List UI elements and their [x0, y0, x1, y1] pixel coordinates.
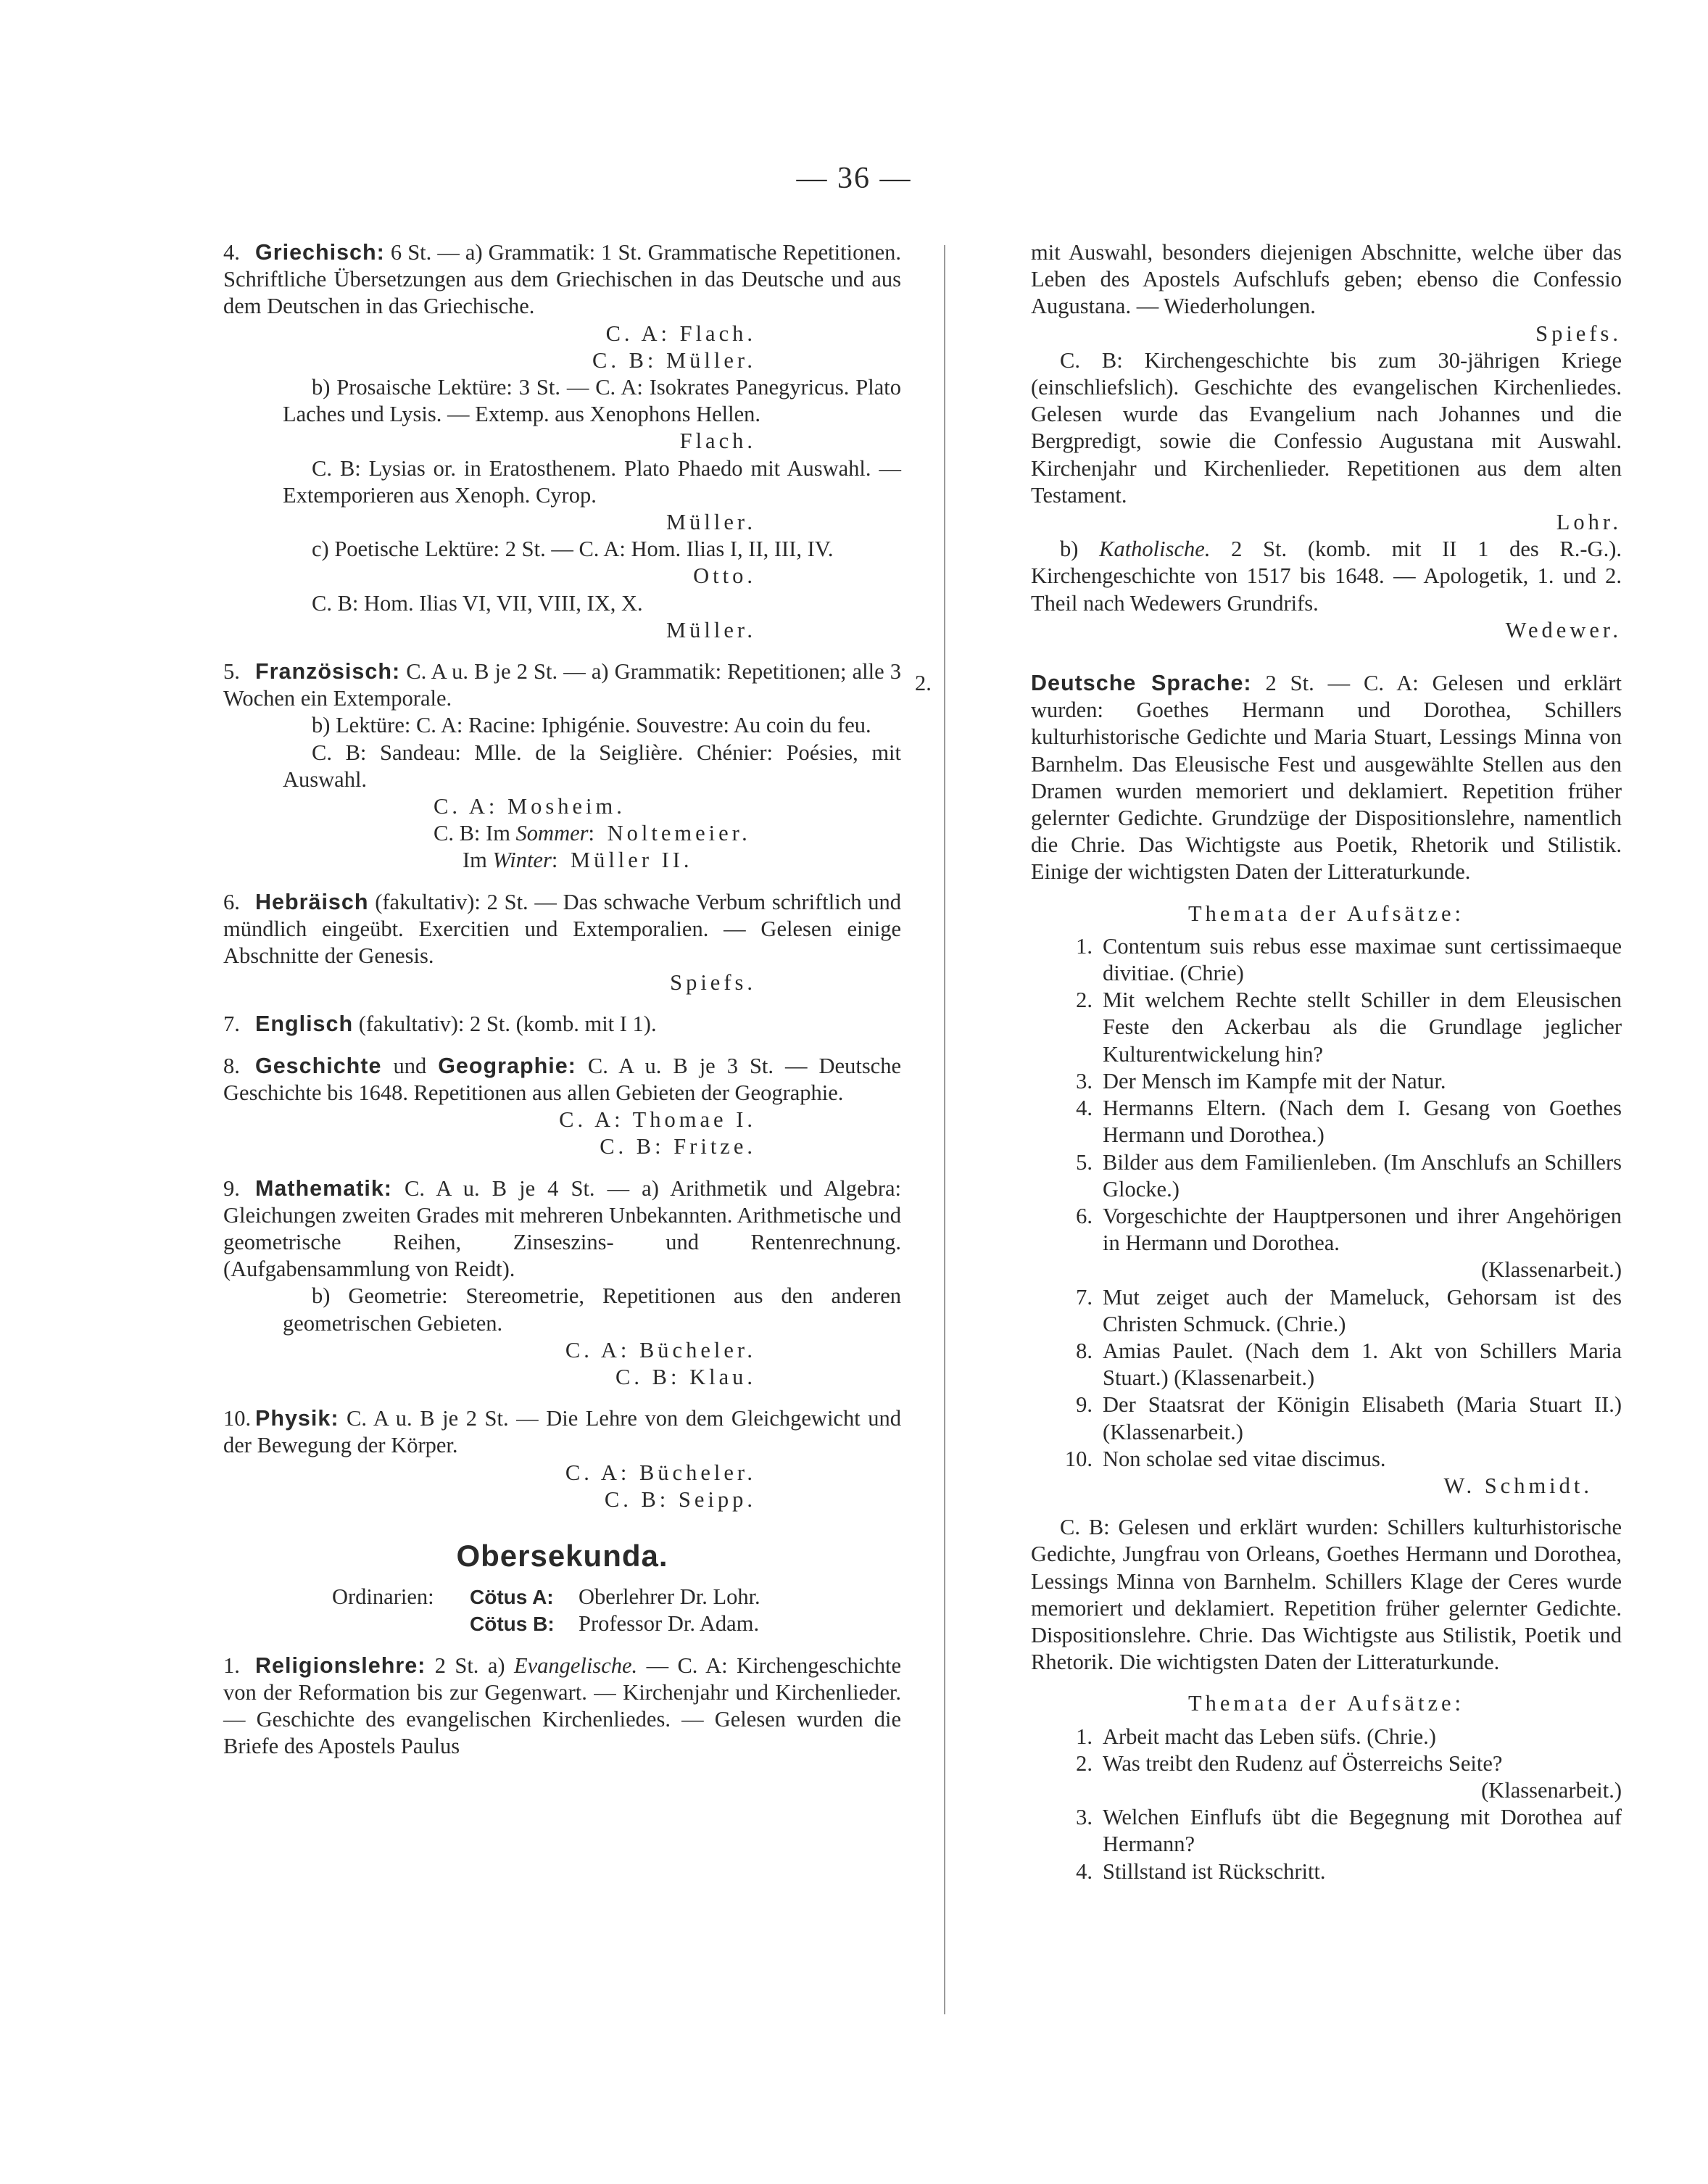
deutsch-para: 2. Deutsche Sprache: 2 St. — C. A: Gelesen und erklärt wurden: Goethes Hermann und Dorothea, Schillers kulturhistorische Gedichte und Maria Stuart, Lessings Minna von Barnhelm. Das Eleusische Fest und ausgewählte Stellen aus den Dramen wurden memoriert und deklamiert. Repetition früher gelernter Gedichte. Grundzüge der Dispositionslehre, namentlich die Chrie. Das Wichtigste aus Poetik, Rhetorik und Stilistik. Einige der wichtigsten Daten der Litteraturkunde.: [915, 671, 1622, 885]
themata-text: (Klassenarbeit.): [1481, 1777, 1622, 1803]
left-column: [223, 239, 901, 1760]
themata-text: Was treibt den Rudenz auf Österreichs Seite?: [1103, 1750, 1503, 1776]
themata-number: 2.: [1076, 1750, 1093, 1776]
para: C. B: Hom. Ilias VI, VII, VIII, IX, X.: [312, 590, 643, 616]
heading-franz: Französisch:: [255, 659, 401, 684]
themata-text: (Klassenarbeit.): [1481, 1257, 1622, 1283]
sig: W. Schmidt.: [1443, 1473, 1593, 1498]
themata-heading: Themata der Aufsätze:: [1187, 1691, 1465, 1716]
engl-para: 7. Englisch (fakultativ): 2 St. (komb. mit I 1).: [223, 1012, 657, 1037]
themata-number: 3.: [1076, 1068, 1093, 1093]
themata-number: 4.: [1076, 1858, 1093, 1884]
para: C. B: Lysias or. in Eratosthenem. Plato Phaedo mit Auswahl. — Extemporieren aus Xenoph. Cyrop.: [283, 455, 901, 508]
para: b) Prosaische Lektüre: 3 St. — C. A: Isokrates Panegyricus. Plato Laches und Lysis. — Extemp. aus Xenophons Hellen.: [283, 375, 901, 427]
themata-number: 8.: [1076, 1338, 1093, 1363]
themata-text: Mit welchem Rechte stellt Schiller in dem Eleusischen Feste den Ackerbau als die Grundlage jeglicher Kulturentwickelung hin?: [1103, 988, 1622, 1067]
themata-number: 3.: [1076, 1805, 1093, 1830]
themata-number: 9.: [1076, 1392, 1093, 1418]
franz-para: 5. Französisch: C. A u. B je 2 St. — a) Grammatik: Repetitionen; alle 3 Wochen ein Extemporale.: [223, 659, 901, 711]
sig: C. B: Klau.: [615, 1364, 756, 1389]
para: c) Poetische Lektüre: 2 St. — C. A: Hom. Ilias I, II, III, IV.: [312, 537, 834, 562]
themata-number: [1031, 1777, 1103, 1804]
themata-item: [1031, 933, 1622, 987]
themata-item: [1031, 1338, 1622, 1391]
para: C. B: Kirchengeschichte bis zum 30-jährigen Kriege (einschliefslich). Geschichte des evangelischen Kirchenliedes. Gelesen wurde das Evangelium nach Johannes und die Bergpredigt, sowie die Confessio Augustana mit Auswahl. Kirchenjahr und Kirchenlieder. Repetitionen aus dem alten Testament.: [1031, 347, 1622, 508]
themata-text: Non scholae sed vitae discimus.: [1103, 1446, 1386, 1471]
sig: C. B: Fritze.: [600, 1134, 756, 1159]
para: b) Lektüre: C. A: Racine: Iphigénie. Souvestre: Au coin du feu.: [312, 713, 871, 738]
themata-list-b: [1031, 1724, 1622, 1885]
sig: C. B: Seipp.: [604, 1486, 756, 1512]
themata-text: Der Staatsrat der Königin Elisabeth (Maria Stuart II.) (Klassenarbeit.): [1103, 1392, 1622, 1444]
sig: Müller.: [666, 617, 756, 642]
heading-griechisch: Griechisch:: [255, 240, 385, 265]
hebr-para: 6. Hebräisch (fakultativ): 2 St. — Das schwache Verbum schriftlich und mündlich eingeübt. Exercitien und Extemporalien. — Gelesen einige Abschnitte der Genesis.: [223, 889, 901, 969]
sig: Otto.: [693, 563, 756, 589]
themata-item: [1031, 1777, 1622, 1804]
themata-number: [1031, 1257, 1103, 1283]
themata-number: 4.: [1076, 1096, 1093, 1121]
heading-hebr: Hebräisch: [255, 889, 369, 914]
themata-item: [1031, 1068, 1622, 1095]
themata-text: Hermanns Eltern. (Nach dem I. Gesang von Goethes Hermann und Dorothea.): [1103, 1096, 1622, 1148]
sig: C. A: Bücheler.: [565, 1337, 756, 1362]
themata-item: [1031, 1284, 1622, 1338]
themata-item: [1031, 1203, 1622, 1257]
sig: Spiefs.: [1535, 320, 1622, 346]
themata-item: [1031, 1446, 1622, 1473]
themata-item: [1031, 987, 1622, 1068]
themata-item: [1031, 1391, 1622, 1445]
sig: C. A: Mosheim.: [434, 794, 626, 819]
themata-item: [1031, 1257, 1622, 1283]
section-title-obersekunda: Obersekunda.: [456, 1538, 668, 1573]
para: b) Katholische. 2 St. (komb. mit II 1 des R.-G.). Kirchengeschichte von 1517 bis 1648. — Apologetik, 1. und 2. Theil nach Wedewers Grundrifs.: [1031, 537, 1622, 616]
heading-deutsch: Deutsche Sprache:: [1031, 671, 1252, 696]
themata-list-a: [1031, 933, 1622, 1473]
themata-text: Welchen Einflufs übt die Begegnung mit Dorothea auf Hermann?: [1103, 1805, 1622, 1857]
themata-number: 7.: [1076, 1284, 1093, 1310]
para: C. B: Sandeau: Mlle. de la Seiglière. Chénier: Poésies, mit Auswahl.: [283, 740, 901, 792]
themata-number: 10.: [1064, 1446, 1093, 1471]
themata-number: 6.: [1076, 1203, 1093, 1228]
themata-text: Contentum suis rebus esse maximae sunt certissimaeque divitiae. (Chrie): [1103, 933, 1622, 986]
column-divider: [944, 245, 945, 2014]
themata-text: Arbeit macht das Leben süfs. (Chrie.): [1103, 1724, 1436, 1749]
sig: Wedewer.: [1505, 617, 1622, 642]
gesch-para: 8. Geschichte und Geographie: C. A u. B je 3 St. — Deutsche Geschichte bis 1648. Repetitionen aus allen Gebieten der Geographie.: [223, 1053, 902, 1105]
themata-text: Mut zeiget auch der Mameluck, Gehorsam ist des Christen Schmuck. (Chrie.): [1103, 1284, 1622, 1336]
heading-gesch: Geschichte: [255, 1053, 382, 1078]
sig: Spiefs.: [670, 970, 756, 996]
themata-number: 1.: [1076, 1724, 1093, 1749]
sig: Flach.: [679, 429, 756, 454]
themata-number: 1.: [1076, 933, 1093, 959]
religion-para: 1. Religionslehre: 2 St. a) Evangelische. — C. A: Kirchengeschichte von der Reformation bis zur Gegenwart. — Kirchenjahr und Kirchenlieder. — Geschichte des evangelischen Kirchenliedes. — Gelesen wurden die Briefe des Apostels Paulus: [223, 1653, 901, 1759]
physik-para: 10. Physik: C. A u. B je 2 St. — Die Lehre von dem Gleichgewicht und der Bewegung der Körper.: [223, 1406, 901, 1458]
sig: C. A: Flach.: [605, 320, 756, 346]
para: C. B: Gelesen und erklärt wurden: Schillers kulturhistorische Gedichte, Jungfrau von Orleans, Goethes Hermann und Dorothea, Lessings Minna von Barnhelm. Schillers Klage der Ceres wurde memoriert und deklamiert. Repetition früher gelernter Gedichte. Dispositionslehre. Chrie. Das Wichtigste aus Stilistik, Poetik und Rhetorik. Die wichtigsten Daten der Litteraturkunde.: [1031, 1515, 1622, 1675]
heading-religion: Religionslehre:: [255, 1653, 426, 1678]
sig: Im Winter: Müller II.: [463, 848, 693, 873]
para: mit Auswahl, besonders diejenigen Abschnitte, welche über das Leben des Apostels Aufschlufs geben; ebenso die Confessio Augustana. — Wiederholungen.: [1031, 240, 1622, 319]
sig: C. A: Thomae I.: [559, 1107, 756, 1133]
heading-engl: Englisch: [255, 1012, 354, 1037]
themata-item: [1031, 1149, 1622, 1203]
math-para: 9. Mathematik: C. A u. B je 4 St. — a) Arithmetik und Algebra: Gleichungen zweiten Grades mit mehreren Unbekannten. Arithmetische und geometrische Reihen, Zinseszins- und Rentenrechnung. (Aufgabensammlung von Reidt).: [223, 1175, 901, 1282]
themata-text: Vorgeschichte der Hauptpersonen und ihrer Angehörigen in Hermann und Dorothea.: [1103, 1203, 1622, 1256]
right-column: [915, 239, 1622, 1885]
sig: C. B: Im Sommer: Noltemeier.: [434, 821, 751, 846]
para: b) Geometrie: Stereometrie, Repetitionen aus den anderen geometrischen Gebieten.: [283, 1283, 901, 1336]
themata-item: [1031, 1804, 1622, 1858]
sig: C. B: Müller.: [592, 347, 756, 373]
sig: C. A: Bücheler.: [565, 1460, 756, 1485]
themata-text: Stillstand ist Rückschritt.: [1103, 1858, 1326, 1884]
heading-physik: Physik:: [255, 1406, 339, 1431]
themata-item: [1031, 1724, 1622, 1750]
griechisch-para: 4. Griechisch: 6 St. — a) Grammatik: 1 St. Grammatische Repetitionen. Schriftliche Übersetzungen aus dem Griechischen in das Deutsche und aus dem Deutschen in das Griechische.: [223, 240, 901, 319]
themata-text: Der Mensch im Kampfe mit der Natur.: [1103, 1068, 1446, 1093]
sig: Lohr.: [1556, 510, 1622, 535]
themata-item: [1031, 1095, 1622, 1149]
ordinarien: Ordinarien: Cötus A: Oberlehrer Dr. Lohr. Cötus B: Professor Dr. Adam.: [332, 1584, 760, 1637]
themata-heading: Themata der Aufsätze:: [1187, 901, 1465, 926]
themata-text: Amias Paulet. (Nach dem 1. Akt von Schillers Maria Stuart.) (Klassenarbeit.): [1103, 1338, 1622, 1391]
themata-item: [1031, 1858, 1622, 1885]
heading-math: Mathematik:: [255, 1175, 392, 1201]
sig: Müller.: [666, 510, 756, 535]
themata-number: 2.: [1076, 988, 1093, 1013]
page-number: — 36 —: [796, 162, 912, 195]
themata-text: Bilder aus dem Familienleben. (Im Anschlufs an Schillers Glocke.): [1103, 1149, 1622, 1201]
themata-number: 5.: [1076, 1149, 1093, 1175]
themata-item: [1031, 1750, 1622, 1777]
